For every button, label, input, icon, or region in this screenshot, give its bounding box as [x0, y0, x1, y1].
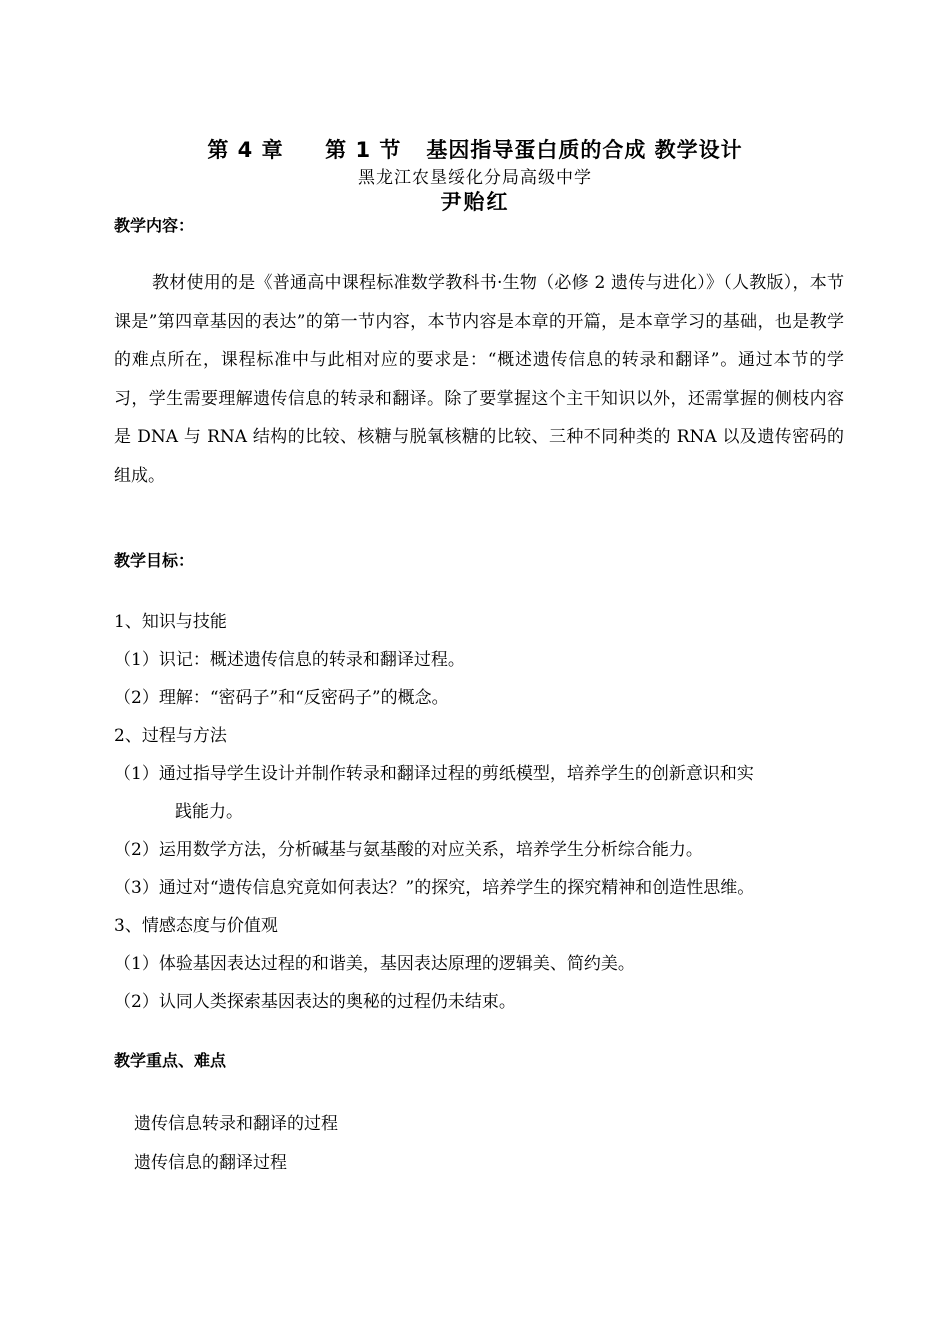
school-name: 黑龙江农垦绥化分局高级中学 [358, 168, 592, 188]
content-heading: 教学内容： [114, 216, 195, 235]
goals-heading: 教学目标： [114, 551, 195, 570]
document-title: 第 4 章 第 1 节 基因指导蛋白质的合成 教学设计 [207, 138, 743, 162]
goal-line: 1、知识与技能 [114, 612, 227, 632]
goal-line: （1）体验基因表达过程的和谐美，基因表达原理的逻辑美、简约美。 [114, 954, 635, 974]
goal-line: 践能力。 [175, 802, 243, 822]
key-point-line: 遗传信息转录和翻译的过程 [134, 1114, 338, 1134]
goal-line: （2）认同人类探索基因表达的奥秘的过程仍未结束。 [114, 992, 516, 1012]
key-point-line: 遗传信息的翻译过程 [134, 1153, 287, 1173]
author-name: 尹贻红 [440, 190, 510, 214]
goal-line: （3）通过对“遗传信息究竟如何表达？”的探究，培养学生的探究精神和创造性思维。 [114, 878, 755, 898]
goal-line: （1）通过指导学生设计并制作转录和翻译过程的剪纸模型，培养学生的创新意识和实 [114, 764, 754, 784]
goal-line: （2）理解：“密码子”和“反密码子”的概念。 [114, 688, 449, 708]
content-paragraph: 教材使用的是《普通高中课程标准数学教科书·生物（必修 2 遗传与进化）》（人教版），本节课是”第四章基因的表达”的第一节内容，本节内容是本章的开篇，是本章学习的基础，也是教学的难点所在，课程标准中与此相对应的要求是：“概述遗传信息的转录和翻译”。通过本节的学习，学生需要理解遗传信息的转录和翻译。除了要掌握这个主干知识以外，还需掌握的侧枝内容是 DNA 与 RNA 结构的比较、核糖与脱氧核糖的比较、三种不同种类的 RNA 以及遗传密码的组成。 [114, 273, 844, 486]
goal-line: 2、过程与方法 [114, 726, 227, 746]
goal-line: （2）运用数学方法，分析碱基与氨基酸的对应关系，培养学生分析综合能力。 [114, 840, 703, 860]
goal-line: （1）识记：概述遗传信息的转录和翻译过程。 [114, 650, 465, 670]
key-points-heading: 教学重点、难点 [114, 1051, 227, 1070]
goal-line: 3、情感态度与价值观 [114, 916, 278, 936]
